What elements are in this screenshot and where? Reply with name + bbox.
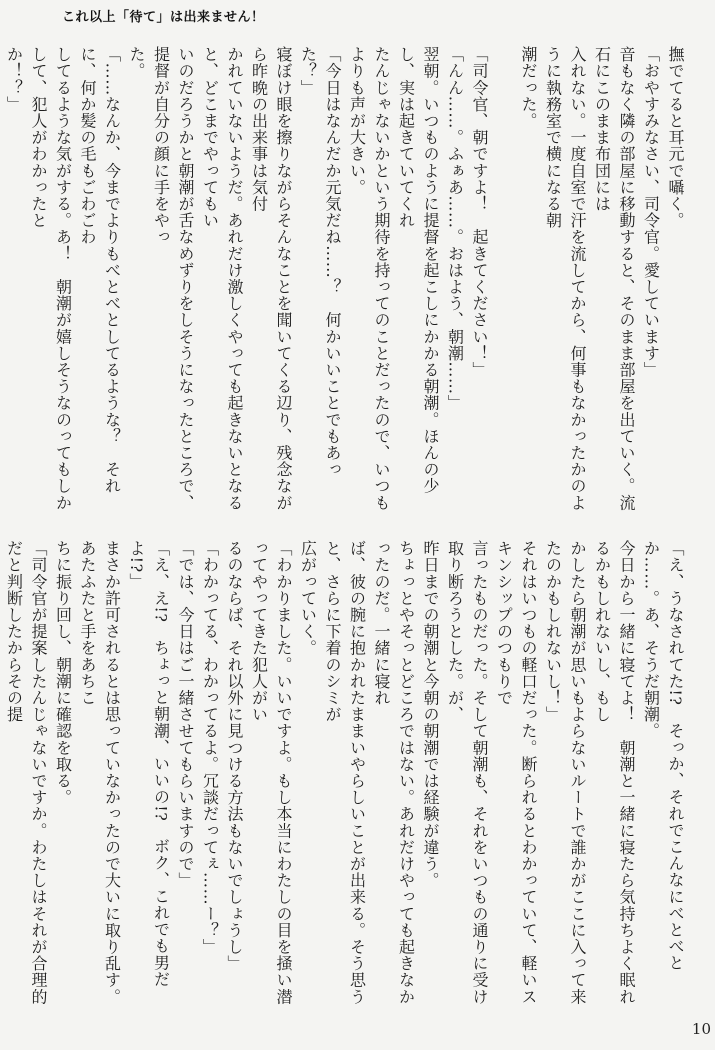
text-line	[0, 540, 1, 1012]
text-line: たんじゃないかという期待を持ってのことだったので、いつもよりも声が大きい。	[347, 46, 391, 511]
text-line	[491, 46, 516, 516]
lower-text-block	[4, 540, 687, 1012]
text-line: 翌朝。いつものように提督を起こしにかかる朝潮。ほんの少し、実は起きていてくれ	[396, 46, 440, 495]
text-line: 寝ぼけ眼を擦りながらそんなことを聞いてくる辺り、残念ながら昨晩の出来事は気付	[249, 46, 293, 511]
text-line: 入れない。一度自室で汗を流してから、何事もなかったかのように執務室で横になる朝	[543, 46, 587, 511]
page-number: 10	[691, 1020, 711, 1038]
text-line: かれていないようだ。あれだけ激しくやっても起きないとなると、どこまでやってもい	[200, 46, 244, 511]
text-line: 「司令官、朝ですよ！ 起きてください！」	[470, 46, 489, 378]
text-line: ちに振り回し、朝潮に確認を取る。	[53, 540, 73, 806]
text-line: 広がっていく。	[298, 540, 318, 657]
text-line: か！？」	[4, 46, 24, 113]
text-line: 「……なんか、今までよりもべとべとしてるような？ それに、何か髪の毛もごわごわ	[78, 46, 122, 495]
text-line: かしたら朝潮が思いもよらないルートで誰かがここに入って来たのかもしれないし！」	[543, 540, 587, 1005]
text-line: 音もなく隣の部屋に移動すると、そのまま部屋を出ていく。流石にこのまま布団には	[592, 46, 636, 511]
text-line: 「司令官が提案したんじゃないですか。わたしはそれが合理的だと判断したからその提	[4, 540, 48, 1005]
text-line: ば、彼の腕に抱かれたままいやらしいことが出来る。そう思うと、さらに下着のシミが	[323, 540, 367, 1005]
upper-text-block	[4, 46, 687, 516]
text-line: 撫でてると耳元で囁く。	[666, 46, 685, 229]
text-line: してるような気がする。あ！ 朝潮が嬉しそうなのってもしかして、犯人がわかったと	[29, 46, 73, 511]
text-line: 「わかりました。いいですよ。もし本当にわたしの目を掻い潜ってやってきた犯人がい	[249, 540, 293, 1005]
text-line: 「おやすみなさい、司令官。愛しています」	[641, 46, 661, 378]
text-line: ちょっとやそっとどころではない。あれだけやっても起きなかったのだ。一緒に寝れ	[372, 540, 416, 1005]
text-line: 「んん……。ふぁあ……。おはよう、朝潮……」	[445, 46, 465, 412]
text-line: 「え、え!? ちょっと朝潮、いいの!? ボク、これでも男だよ!?」	[127, 540, 171, 988]
text-line: それはいつもの軽口だった。断られるとわかっていて、軽いスキンシップのつもりで	[494, 540, 538, 1005]
text-line: た。	[127, 46, 146, 80]
text-line: 潮だった。	[519, 46, 538, 129]
text-line: 今日から一緒に寝てよ！ 朝潮と一緒に寝たら気持ちよく眠れるかもしれないし、もし	[592, 540, 636, 1005]
running-header: これ以上「待て」は出来ません！	[62, 10, 265, 25]
text-line: 「え、うなされてた!? そっか、それでこんなにべとべとか……。あ、そうだ朝潮。	[641, 540, 685, 972]
text-line: 言ったものだった。そして朝潮も、それをいつもの通りに受け取り断ろうとした。が、	[445, 540, 489, 1005]
text-line: 昨日までの朝潮と今朝の朝潮では経験が違う。	[421, 540, 440, 889]
text-line: 「今日はなんだか元気だね……？ 何かいいことでもあった？」	[298, 46, 342, 478]
text-line: るのならば、それ以外に見つける方法もないでしょうし」	[225, 540, 244, 972]
text-line: いのだろうかと朝潮が舌なめずりをしそうになったところで、提督が自分の顔に手をやっ	[151, 46, 195, 511]
text-line: まさか許可されるとは思っていなかったので大いに取り乱す。あたふたと手をあちこ	[78, 540, 122, 1005]
text-line: 「では、今日はご一緒させてもらいますので」	[176, 540, 195, 889]
text-line	[0, 46, 1, 516]
text-line: 「わかってる、わかってるよ。冗談だってぇ……ー？」	[200, 540, 220, 955]
